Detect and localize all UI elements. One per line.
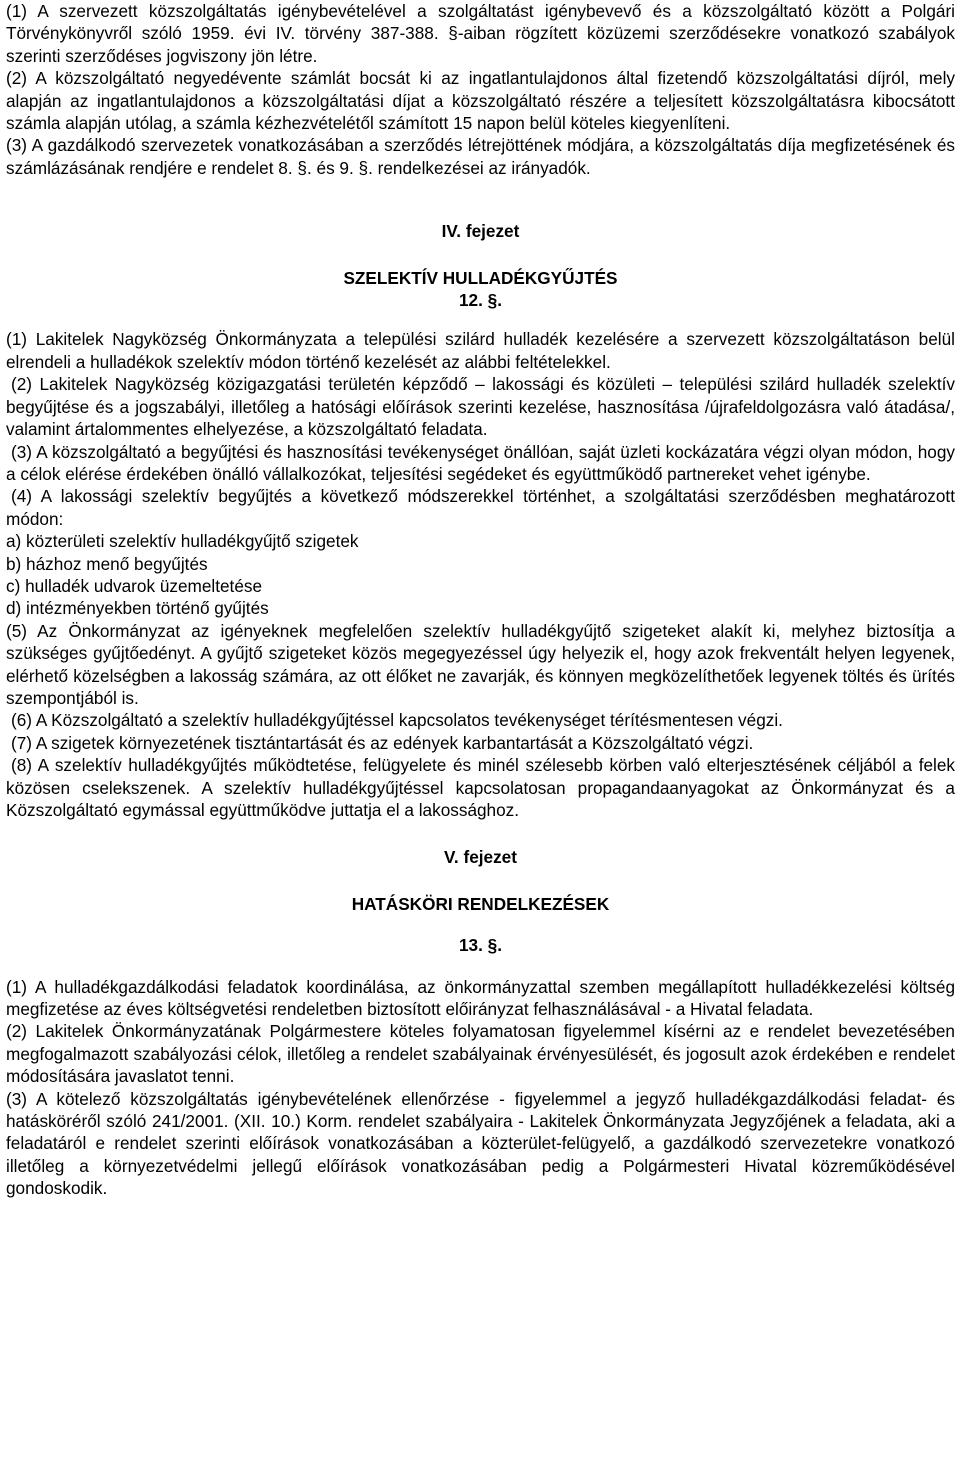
paragraph-business-entities: (3) A gazdálkodó szervezetek vonatkozásában a szerződés létrejöttének módjára, a közszolgáltatás díja megfizetésének és számlázásának rendjére e rendelet 8. §. és 9. §. rendelkezései az irányadók. <box>6 135 955 178</box>
paragraph-13-2: (2) Lakitelek Önkormányzatának Polgármestere köteles folyamatosan figyelemmel kísérni az e rendelet bevezetésében megfogalmazott szabályozási célok, illetőleg a rendelet szabályainak érvényesülését, és jogosult azok érdekében e rendelet módosítására javaslatot tenni. <box>6 1021 955 1087</box>
chapter-heading-iv: IV. fejezet <box>441 221 520 242</box>
paragraph-12-4: (4) A lakossági szelektív begyűjtés a következő módszerekkel történhet, a szolgáltatási szerződésben meghatározott módon: <box>6 486 955 529</box>
list-item: b) házhoz menő begyűjtés <box>6 553 208 574</box>
list-item: a) közterületi szelektív hulladékgyűjtő szigetek <box>6 531 359 552</box>
paragraph-quarterly-invoice: (2) A közszolgáltató negyedévente számlát bocsát ki az ingatlantulajdonos által fizetendő közszolgáltatási díjról, mely alapján az ingatlantulajdonos a közszolgáltatási díjat a közszolgáltató részére a teljesített közszolgáltatásra kibocsátott számla alapján utólag, a számla kézhezvételétől számított 15 napon belül köteles kiegyenlíteni. <box>6 68 955 134</box>
paragraph-12-5: (5) Az Önkormányzat az igényeknek megfelelően szelektív hulladékgyűjtő szigeteket alakít ki, melyhez biztosítja a szükséges gyűjtőedényt. A gyűjtő szigeteket közös megegyezéssel úgy helyezik el, hogy azok frekventált helyen legyenek, elérhető közelségben a lakosság számára, az ott élőket ne zavarják, és könnyen megközelíthetőek legyenek töltés és ürítés szempontjából is. <box>6 620 955 708</box>
document-page <box>6 0 955 1200</box>
paragraph-12-1: (1) Lakitelek Nagyközség Önkormányzata a települési szilárd hulladék kezelésére a szervezett közszolgáltatáson belül elrendeli a hulladékok szelektív módon történő kezelését az alábbi feltételekkel. <box>6 329 955 372</box>
list-item: c) hulladék udvarok üzemeltetése <box>6 575 263 596</box>
section-number-13: 13. §. <box>458 935 502 956</box>
paragraph-12-8: (8) A szelektív hulladékgyűjtés működtetése, felügyelete és minél szélesebb körben való elterjesztésének céljából a felek közösen cselekszenek. A szelektív hulladékgyűjtéssel kapcsolatosan propagandaanyagokat az Önkormányzat és a Közszolgáltató egymással együttműködve juttatja el a lakossághoz. <box>6 755 955 820</box>
chapter-title-competence: HATÁSKÖRI RENDELKEZÉSEK <box>351 893 610 914</box>
paragraph-13-1: (1) A hulladékgazdálkodási feladatok koordinálása, az önkormányzattal szemben megállapított hulladékkezelési költség megfizetése az éves költségvetési rendeletben biztosított előirányzat felhasználásával - a Hivatal feladata. <box>6 976 955 1020</box>
section-number-12: 12. §. <box>458 290 502 311</box>
chapter-title-selective-collection: SZELEKTÍV HULLADÉKGYŰJTÉS <box>343 267 618 288</box>
paragraph-contract-relationship: (1) A szervezett közszolgáltatás igénybevételével a szolgáltatást igénybevevő és a közszolgáltató között a Polgári Törvénykönyvről szóló 1959. évi IV. törvény 387-388. §-aiban rögzített közüzemi szerződésekre vonatkozó szabályok szerinti szerződéses jogviszony jön létre. <box>6 1 955 66</box>
paragraph-12-6: (6) A Közszolgáltató a szelektív hulladékgyűjtéssel kapcsolatos tevékenységet térítésmentesen végzi. <box>11 710 783 731</box>
paragraph-12-7: (7) A szigetek környezetének tisztántartását és az edények karbantartását a Közszolgáltató végzi. <box>11 732 754 753</box>
chapter-heading-v: V. fejezet <box>444 847 517 868</box>
collection-methods-list <box>6 530 955 620</box>
paragraph-12-2: (2) Lakitelek Nagyközség közigazgatási területén képződő – lakossági és közületi – települési szilárd hulladék szelektív begyűjtése és a jogszabályi, illetőleg a hatósági előírások szerinti kezelése, hasznosítása /újrafeldolgozásra való átadása/, valamint ártalommentes elhelyezése, a közszolgáltató feladata. <box>6 374 955 440</box>
paragraph-12-3: (3) A közszolgáltató a begyűjtési és hasznosítási tevékenységet önállóan, saját üzleti kockázatára végzi olyan módon, hogy a célok elérése érdekében önálló vállalkozókat, teljesítési segédeket és együttműködő partnereket vehet igénybe. <box>6 441 955 484</box>
paragraph-13-3: (3) A kötelező közszolgáltatás igénybevételének ellenőrzése - figyelemmel a jegyző hulladékgazdálkodási feladat- és hatásköréről szóló 241/2001. (XII. 10.) Korm. rendelet szabályaira - Lakitelek Önkormányzata Jegyzőjének a feladata, aki a feladatáról e rendelet szerinti előírások vonatkozásában a közterület-felügyelő, a gazdálkodó szervezetekre vonatkozó illetőleg a környezetvédelmi jellegű előírások vonatkozásában pedig a Polgármesteri Hivatal közreműködésével gondoskodik. <box>6 1088 955 1199</box>
list-item: d) intézményekben történő gyűjtés <box>6 598 269 619</box>
